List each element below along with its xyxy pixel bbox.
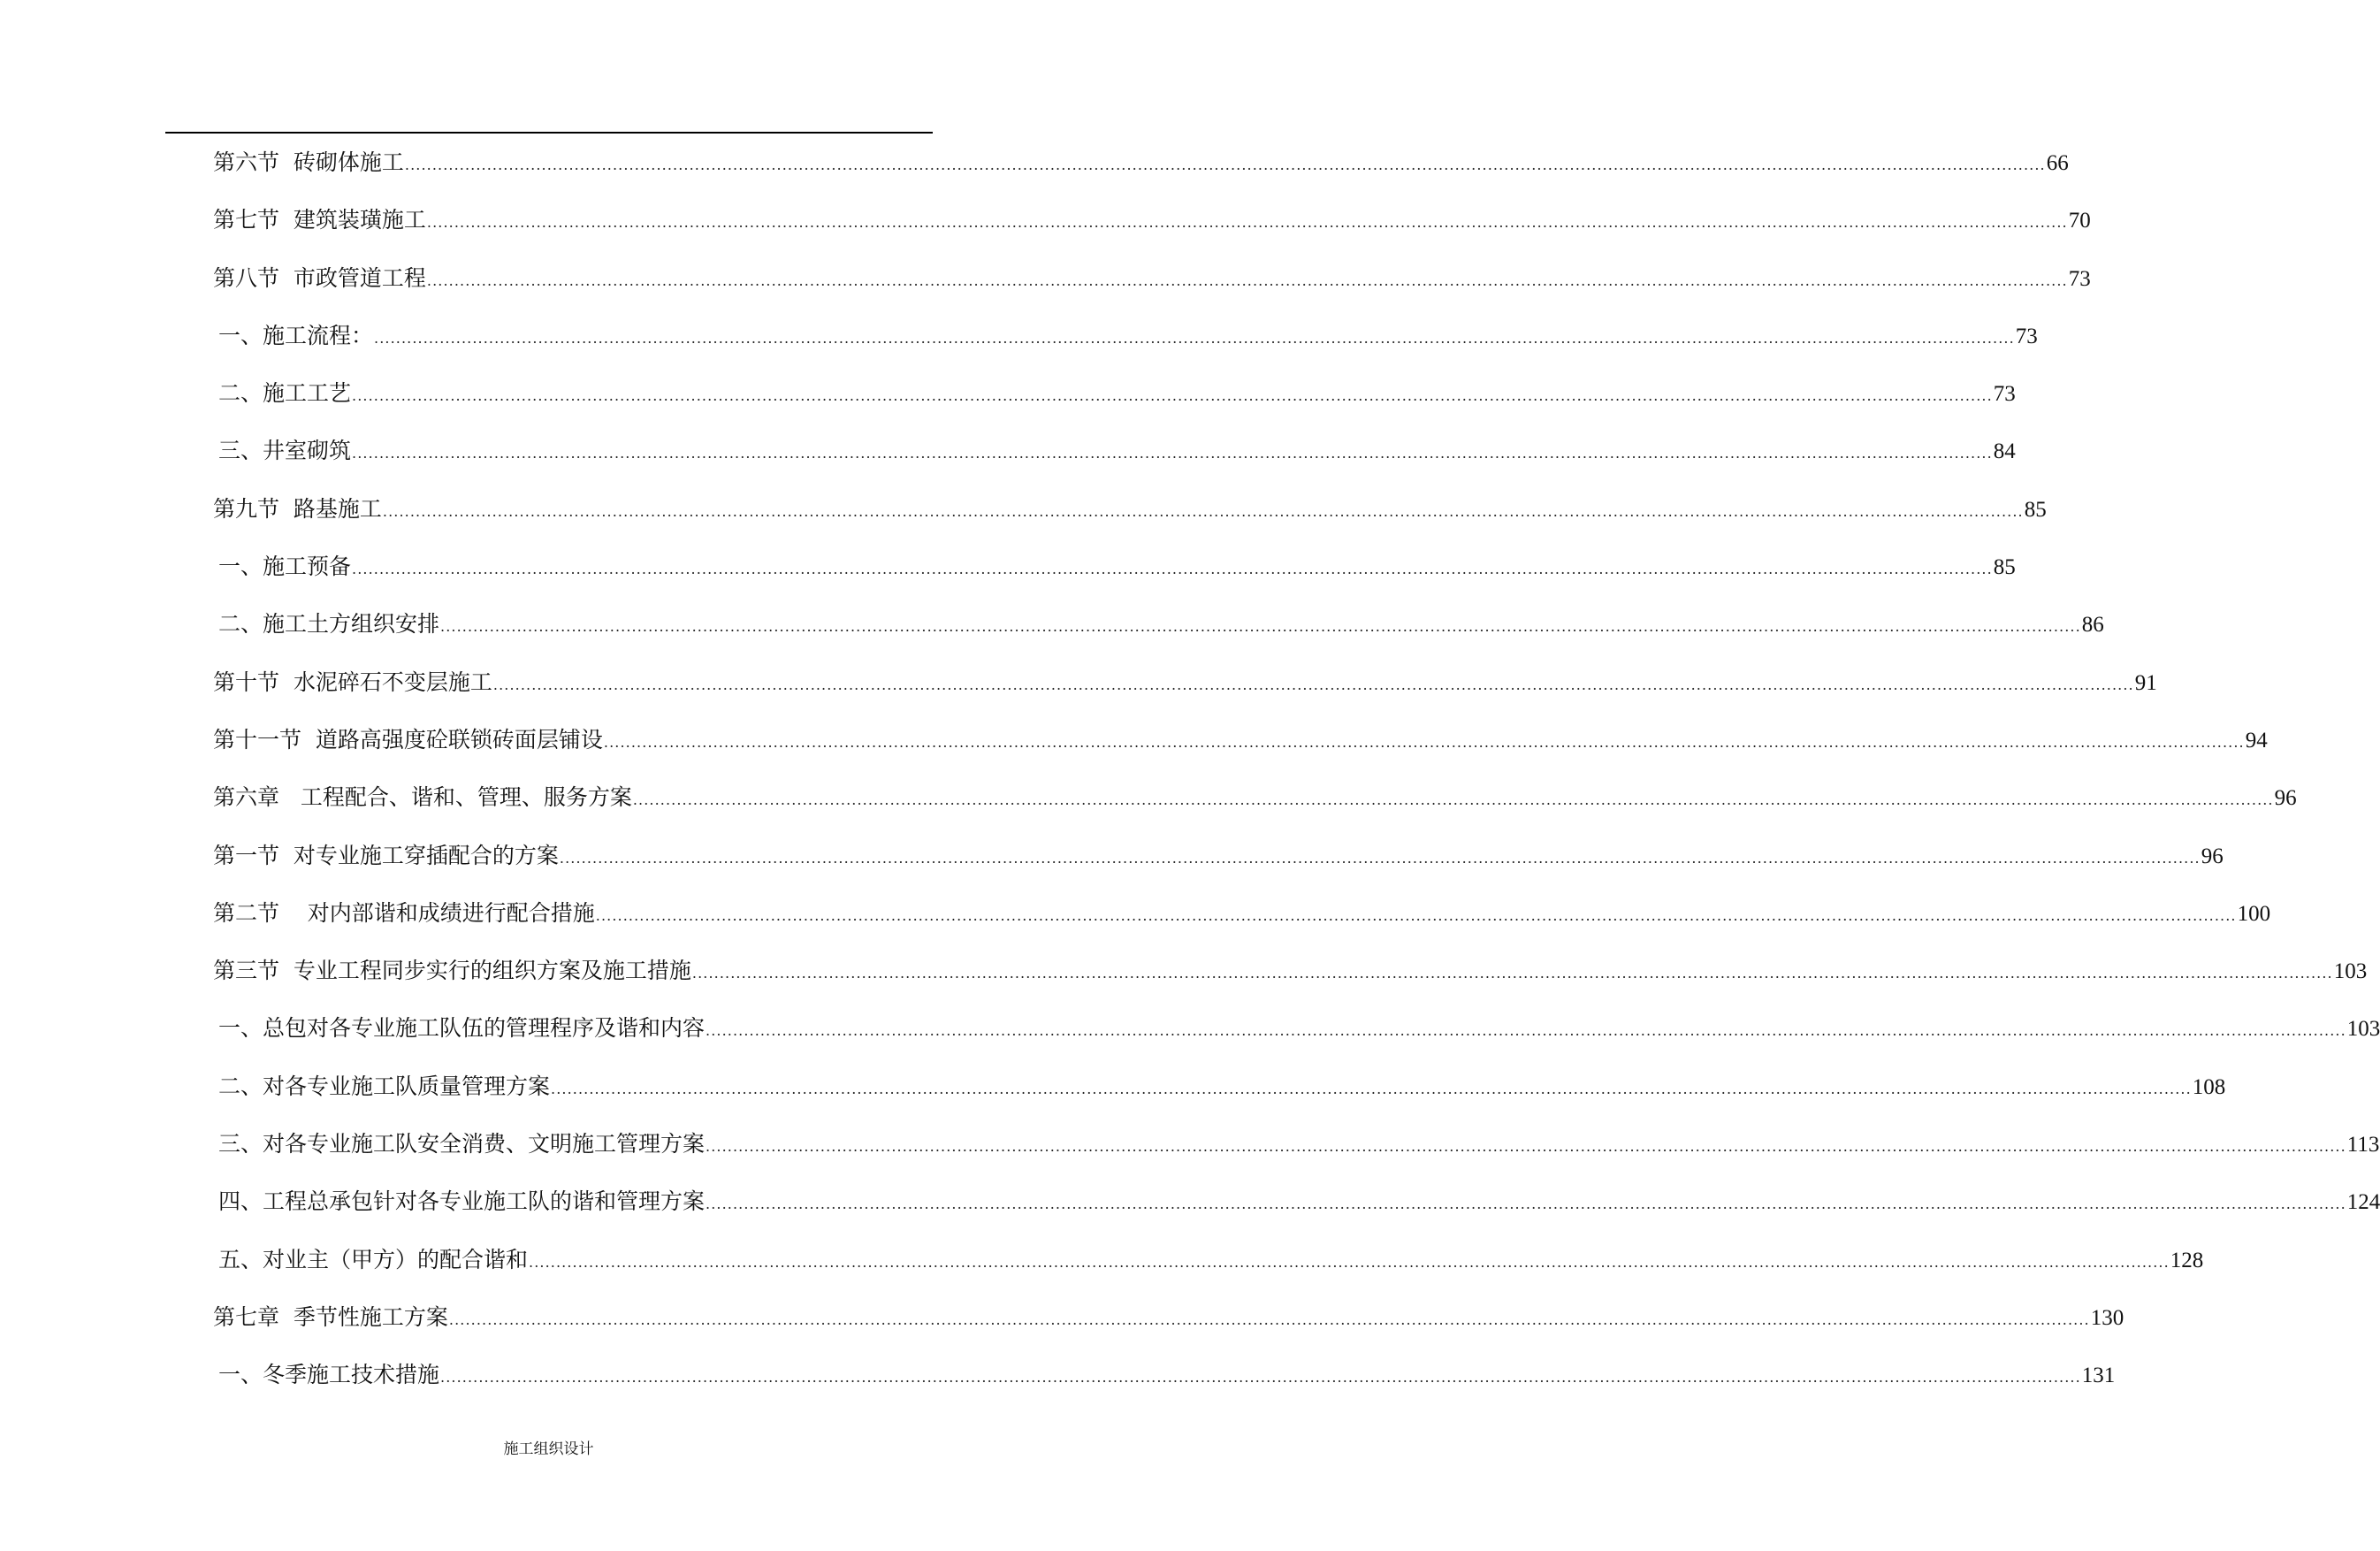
toc-entry[interactable] <box>213 1064 2226 1121</box>
toc-entry-page-number: 108 <box>2192 1074 2226 1099</box>
dot-leader: ............................................................................................................................................................................................................................................................................................................ <box>706 1022 2346 1040</box>
page-footer: 施工组织设计 <box>503 1440 594 1458</box>
toc-entry-title: 第六章 工程配合、谐和、管理、服务方案 <box>213 784 632 811</box>
toc-entry[interactable] <box>213 775 2297 832</box>
dot-leader: ............................................................................................................................................................................................................................................................................................................ <box>374 329 2015 347</box>
toc-entry-page-number: 100 <box>2237 901 2271 926</box>
toc-entry-title: 第三节 专业工程同步实行的组织方案及施工措施 <box>213 958 691 984</box>
toc-entry-page-number: 73 <box>2015 324 2038 348</box>
toc-entry-title: 二、施工土方组织安排 <box>218 611 440 638</box>
dot-leader: ............................................................................................................................................................................................................................................................................................................ <box>382 502 2024 520</box>
toc-entry-title: 第六节 砖砌体施工 <box>213 149 404 175</box>
toc-entry[interactable] <box>213 1295 2124 1352</box>
dot-leader: ............................................................................................................................................................................................................................................................................................................ <box>551 1080 2192 1097</box>
toc-entry-page-number: 86 <box>2081 613 2104 638</box>
dot-leader: ............................................................................................................................................................................................................................................................................................................ <box>426 271 2068 289</box>
toc-entry[interactable] <box>213 890 2271 948</box>
toc-entry[interactable] <box>213 140 2069 197</box>
dot-leader: ............................................................................................................................................................................................................................................................................................................ <box>529 1253 2170 1271</box>
toc-entry[interactable] <box>213 486 2047 544</box>
toc-entry-page-number: 84 <box>1993 439 2016 464</box>
toc-entry[interactable] <box>213 371 2016 428</box>
dot-leader: ............................................................................................................................................................................................................................................................................................................ <box>603 733 2245 751</box>
dot-leader: ............................................................................................................................................................................................................................................................................................................ <box>706 1138 2346 1156</box>
toc-entry[interactable] <box>213 1237 2204 1295</box>
toc-entry-page-number: 91 <box>2134 670 2157 695</box>
toc-entry-title: 三、对各专业施工队安全消费、文明施工管理方案 <box>218 1131 706 1158</box>
toc-entry-page-number: 96 <box>2274 786 2297 811</box>
toc-entry-page-number: 73 <box>2068 266 2091 291</box>
toc-entry[interactable] <box>213 1352 2116 1410</box>
toc-entry-page-number: 103 <box>2346 1017 2380 1042</box>
dot-leader: ............................................................................................................................................................................................................................................................................................................ <box>559 849 2201 867</box>
toc-entry-title: 三、井室砌筑 <box>218 438 352 464</box>
dot-leader: ............................................................................................................................................................................................................................................................................................................ <box>632 791 2274 809</box>
toc-entry[interactable] <box>213 197 2091 255</box>
toc-entry-page-number: 124 <box>2346 1190 2380 1215</box>
toc-entry-title: 第二节 对内部谐和成绩进行配合措施 <box>213 899 595 926</box>
toc-entry[interactable] <box>213 1179 2380 1236</box>
toc-entry-title: 第八节 市政管道工程 <box>213 264 426 291</box>
toc-entry[interactable] <box>213 717 2268 775</box>
toc-entry-page-number: 70 <box>2068 209 2091 233</box>
dot-leader: ............................................................................................................................................................................................................................................................................................................ <box>492 676 2134 693</box>
toc-entry-page-number: 94 <box>2245 728 2268 753</box>
toc-entry-title: 一、施工预备 <box>218 554 352 580</box>
toc-entry[interactable] <box>213 833 2224 890</box>
toc-entry-page-number: 66 <box>2046 151 2069 175</box>
dot-leader: ............................................................................................................................................................................................................................................................................................................ <box>352 387 1993 405</box>
toc-entry-title: 第十节 水泥碎石不变层施工 <box>213 669 492 695</box>
toc-entry-title: 一、施工流程： <box>218 322 374 348</box>
header-rule <box>165 132 933 134</box>
toc-entry-title: 第七节 建筑装璜施工 <box>213 207 426 233</box>
toc-entry-title: 一、冬季施工技术措施 <box>218 1362 440 1388</box>
toc-entry-page-number: 85 <box>2024 497 2047 522</box>
toc-entry-title: 二、施工工艺 <box>218 380 352 407</box>
toc-entry[interactable] <box>213 660 2157 717</box>
toc-entry-title: 第七章 季节性施工方案 <box>213 1303 448 1330</box>
dot-leader: ............................................................................................................................................................................................................................................................................................................ <box>352 445 1993 462</box>
dot-leader: ............................................................................................................................................................................................................................................................................................................ <box>426 214 2068 232</box>
toc-entry-title: 二、对各专业施工队质量管理方案 <box>218 1073 551 1099</box>
toc-entry-page-number: 85 <box>1993 555 2016 580</box>
toc-entry[interactable] <box>213 1005 2380 1063</box>
toc-entry[interactable] <box>213 948 2368 1005</box>
table-of-contents <box>213 140 2380 1410</box>
toc-entry-page-number: 103 <box>2333 959 2368 984</box>
toc-entry-page-number: 131 <box>2081 1364 2116 1388</box>
toc-entry-page-number: 113 <box>2346 1133 2380 1158</box>
toc-entry-page-number: 96 <box>2201 844 2224 868</box>
toc-entry-title: 一、总包对各专业施工队伍的管理程序及谐和内容 <box>218 1015 706 1042</box>
toc-entry[interactable] <box>213 256 2091 313</box>
toc-entry-title: 第九节 路基施工 <box>213 495 382 522</box>
toc-entry-page-number: 130 <box>2090 1305 2124 1330</box>
toc-entry-page-number: 128 <box>2170 1248 2204 1272</box>
toc-entry-title: 第十一节 道路高强度砼联锁砖面层铺设 <box>213 726 603 753</box>
dot-leader: ............................................................................................................................................................................................................................................................................................................ <box>404 157 2046 173</box>
dot-leader: ............................................................................................................................................................................................................................................................................................................ <box>352 561 1993 578</box>
toc-entry[interactable] <box>213 544 2016 601</box>
toc-entry-title: 四、工程总承包针对各专业施工队的谐和管理方案 <box>218 1188 706 1215</box>
toc-entry[interactable] <box>213 1121 2380 1179</box>
dot-leader: ............................................................................................................................................................................................................................................................................................................ <box>448 1310 2090 1328</box>
toc-entry[interactable] <box>213 313 2038 371</box>
dot-leader: ............................................................................................................................................................................................................................................................................................................ <box>440 618 2081 636</box>
toc-entry-title: 第一节 对专业施工穿插配合的方案 <box>213 842 559 868</box>
toc-entry-page-number: 73 <box>1993 382 2016 407</box>
toc-entry[interactable] <box>213 428 2016 485</box>
toc-entry[interactable] <box>213 601 2104 659</box>
toc-entry-title: 五、对业主（甲方）的配合谐和 <box>218 1246 529 1272</box>
dot-leader: ............................................................................................................................................................................................................................................................................................................ <box>440 1369 2081 1387</box>
dot-leader: ............................................................................................................................................................................................................................................................................................................ <box>595 906 2237 924</box>
dot-leader: ............................................................................................................................................................................................................................................................................................................ <box>691 965 2333 982</box>
dot-leader: ............................................................................................................................................................................................................................................................................................................ <box>706 1196 2346 1213</box>
